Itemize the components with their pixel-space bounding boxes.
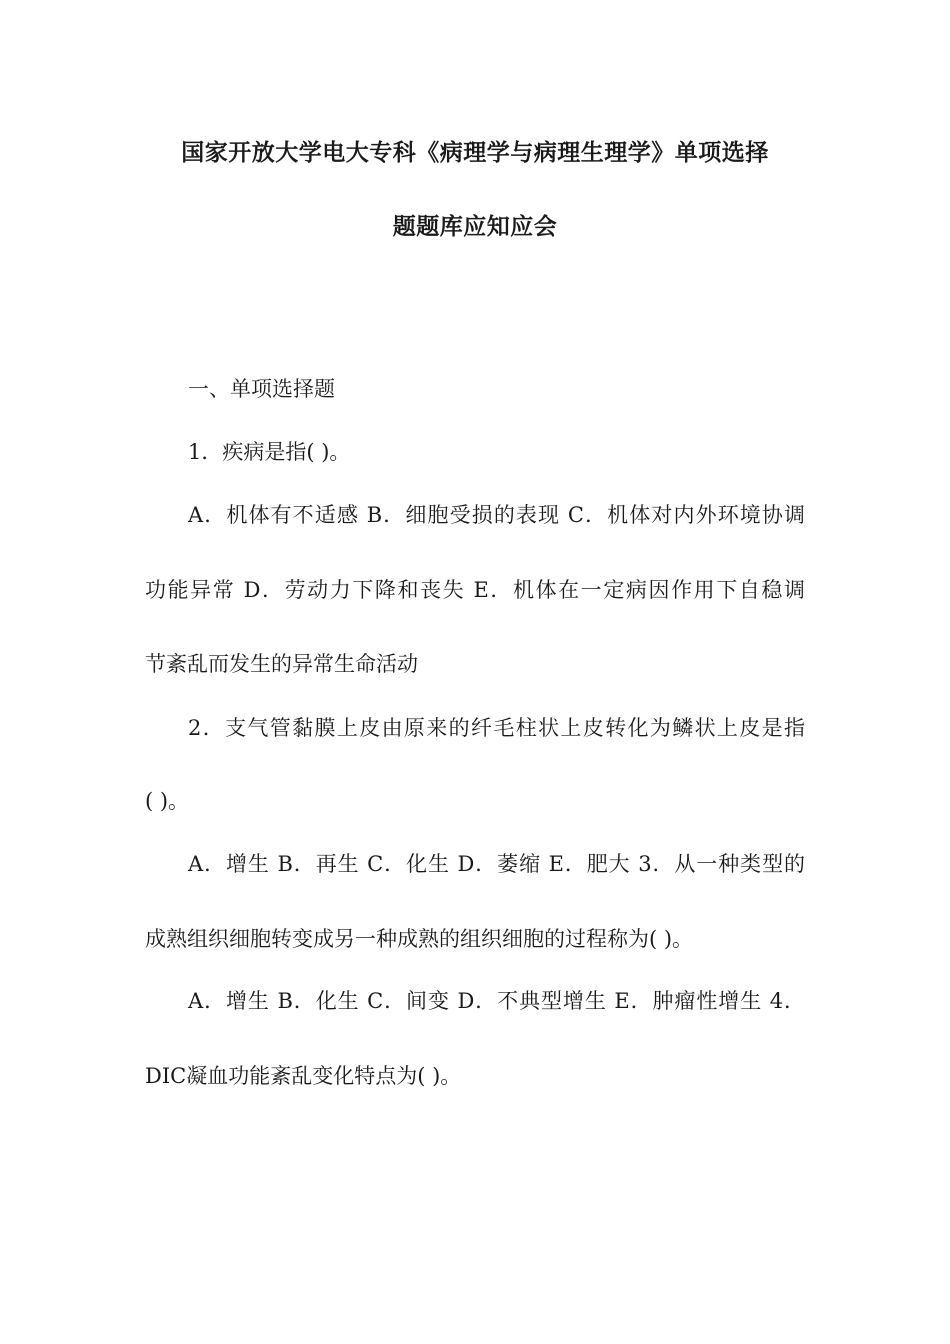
document-title-line-1: 国家开放大学电大专科《病理学与病理生理学》单项选择: [181, 140, 769, 166]
question-1-options-line-2: 功能异常 D．劳动力下降和丧失 E．机体在一定病因作用下自稳调: [145, 578, 805, 602]
document-title-line-2: 题题库应知应会: [392, 214, 558, 240]
question-3-options-line: A．增生 B．化生 C．间变 D．不典型增生 E．肿瘤性增生 4．: [188, 989, 805, 1013]
question-2-options-line: A．增生 B．再生 C．化生 D．萎缩 E．肥大 3．从一种类型的: [188, 852, 805, 876]
section-heading: 一、单项选择题: [188, 377, 335, 401]
question-1-options-line-1: A．机体有不适感 B．细胞受损的表现 C．机体对内外环境协调: [188, 503, 805, 527]
question-1-stem: 1．疾病是指( )。: [188, 440, 351, 464]
question-2-stem-line-2: ( )。: [145, 789, 190, 813]
question-3-stem-line: 成熟组织细胞转变成另一种成熟的组织细胞的过程称为( )。: [145, 927, 694, 951]
question-4-stem-line: DIC凝血功能紊乱变化特点为( )。: [145, 1064, 462, 1088]
question-1-options-line-3: 节紊乱而发生的异常生命活动: [145, 652, 418, 676]
question-2-stem-line-1: 2．支气管黏膜上皮由原来的纤毛柱状上皮转化为鳞状上皮是指: [188, 716, 805, 740]
